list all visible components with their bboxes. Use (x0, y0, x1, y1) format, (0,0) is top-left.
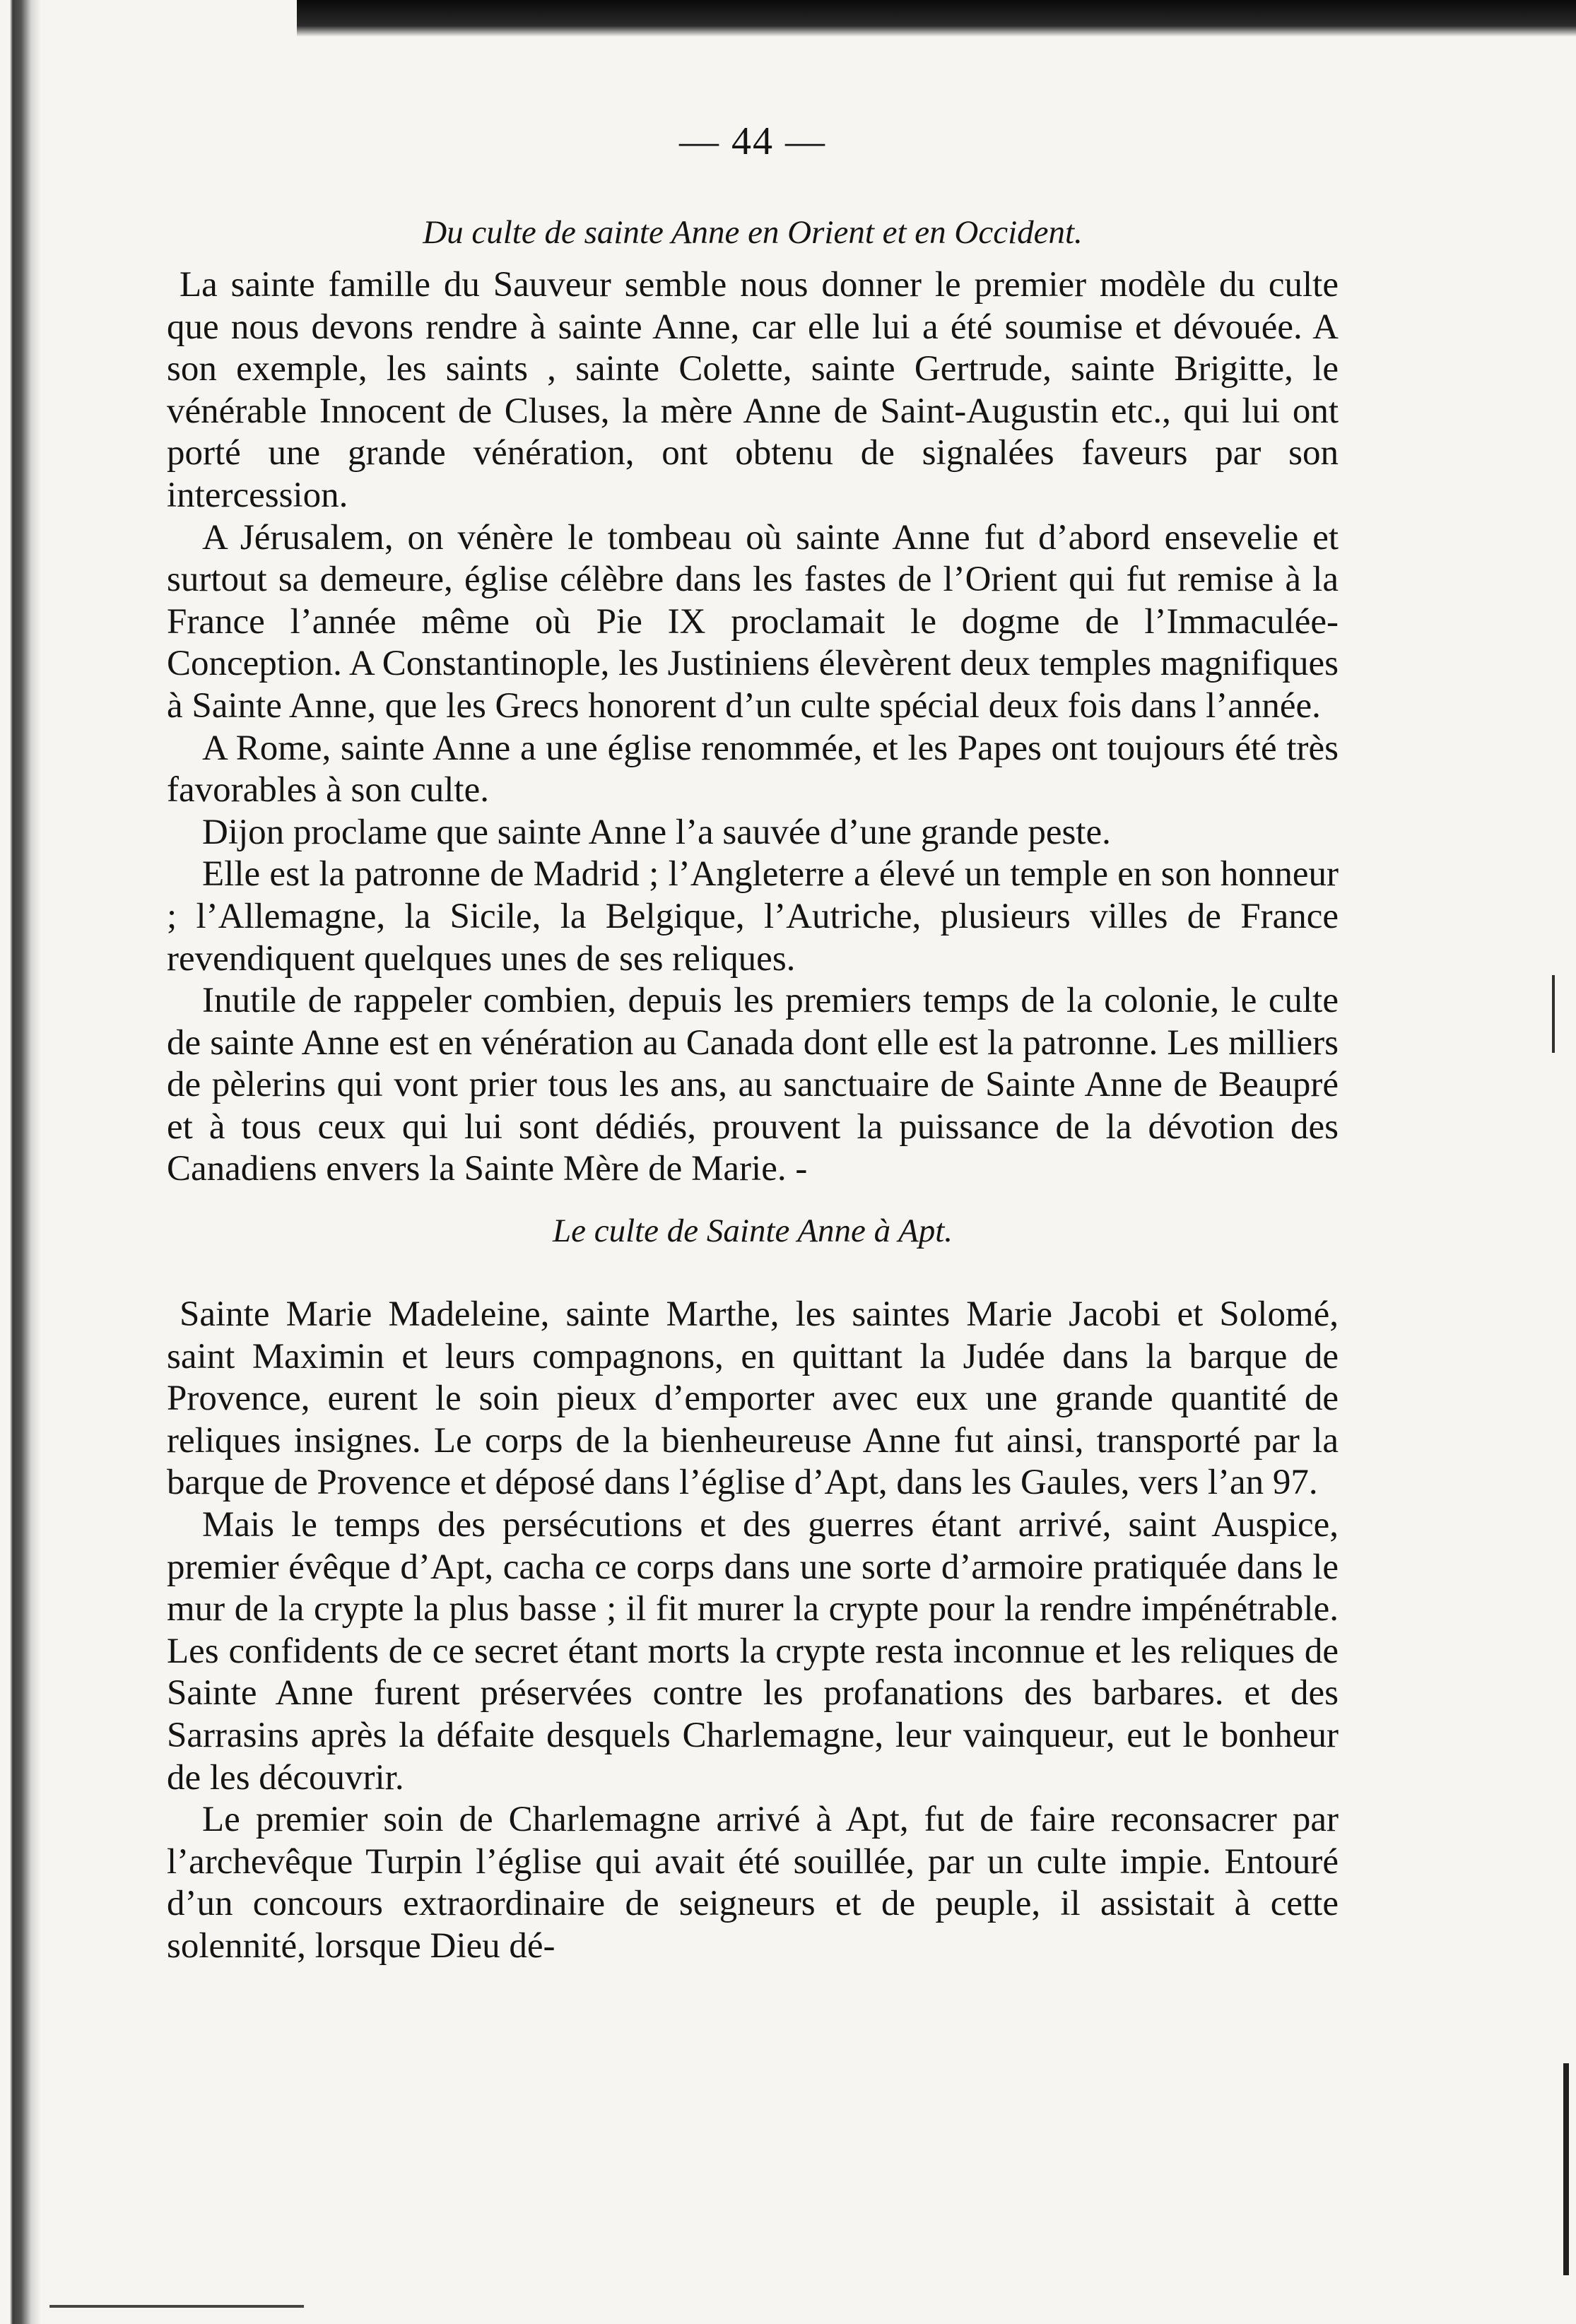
paragraph: A Rome, sainte Anne a une église renommée, et les Papes ont toujours été très favorables à son culte. (167, 728, 1339, 810)
bottom-rule (49, 2305, 304, 2308)
scan-top-border (297, 0, 1576, 37)
paragraph: Elle est la patronne de Madrid ; l’Angleterre a élevé un temple en son honneur ; l’Allemagne, la Sicile, la Belgique, l’Autriche, plusieurs villes de France revendiquent quelques unes de ses reliques. (167, 854, 1339, 979)
scan-left-margin (0, 0, 41, 2324)
section-heading-orient-occident: Du culte de sainte Anne en Orient et en Occident. (423, 214, 1083, 251)
section-heading-apt: Le culte de Sainte Anne à Apt. (552, 1213, 953, 1250)
paragraph: A Jérusalem, on vénère le tombeau où sainte Anne fut d’abord ensevelie et surtout sa demeure, église célèbre dans les fastes de l’Orient qui fut remise à la France l’année même où Pie IX proclamait le dogme de l’Immaculée-Conception. A Constantinople, les Justiniens élevèrent deux temples magnifiques à Sainte Anne, que les Grecs honorent d’un culte spécial deux fois dans l’année. (167, 517, 1339, 726)
paragraph: Dijon proclame que sainte Anne l’a sauvée d’une grande peste. (202, 812, 1111, 852)
paragraph: Mais le temps des persécutions et des guerres étant arrivé, saint Auspice, premier évêque d’Apt, cacha ce corps dans une sorte d’armoire pratiquée dans le mur de la crypte la plus basse ; il fit murer la crypte pour la rendre impénétrable. Les confidents de ce secret étant morts la crypte resta inconnue et les reliques de Sainte Anne furent préservées contre les profanations des barbares. et des Sarrasins après la défaite desquels Charlemagne, leur vainqueur, eut le bonheur de les découvrir. (167, 1505, 1339, 1798)
page-body (167, 119, 1339, 1968)
paragraph: Inutile de rappeler combien, depuis les premiers temps de la colonie, le culte de sainte Anne est en vénération au Canada dont elle est la patronne. Les milliers de pèlerins qui vont prier tous les ans, au sanctuaire de Sainte Anne de Beaupré et à tous ceux qui lui sont dédiés, prouvent la puissance de la dévotion des Canadiens envers la Sainte Mère de Marie. - (167, 981, 1339, 1189)
scan-right-mark (1552, 975, 1555, 1053)
scan-right-mark-bottom (1563, 2063, 1569, 2275)
paragraph: Le premier soin de Charlemagne arrivé à Apt, fut de faire reconsacrer par l’archevêque Turpin l’église qui avait été souillée, par un culte impie. Entouré d’un concours extraordinaire de seigneurs et de peuple, il assistait à cette solennité, lorsque Dieu dé- (167, 1800, 1339, 1966)
page-number: — 44 — (679, 119, 826, 163)
paragraph: La sainte famille du Sauveur semble nous donner le premier modèle du culte que nous devons rendre à sainte Anne, car elle lui a été soumise et dévouée. A son exemple, les saints , sainte Colette, sainte Gertrude, sainte Brigitte, le vénérable Innocent de Cluses, la mère Anne de Saint-Augustin etc., qui lui ont porté une grande vénération, ont obtenu de signalées faveurs par son intercession. (167, 265, 1339, 515)
paragraph: Sainte Marie Madeleine, sainte Marthe, les saintes Marie Jacobi et Solomé, saint Maximin et leurs compagnons, en quittant la Judée dans la barque de Provence, eurent le soin pieux d’emporter avec eux une grande quantité de reliques insignes. Le corps de la bienheureuse Anne fut ainsi, transporté par la barque de Provence et déposé dans l’église d’Apt, dans les Gaules, vers l’an 97. (167, 1294, 1339, 1503)
